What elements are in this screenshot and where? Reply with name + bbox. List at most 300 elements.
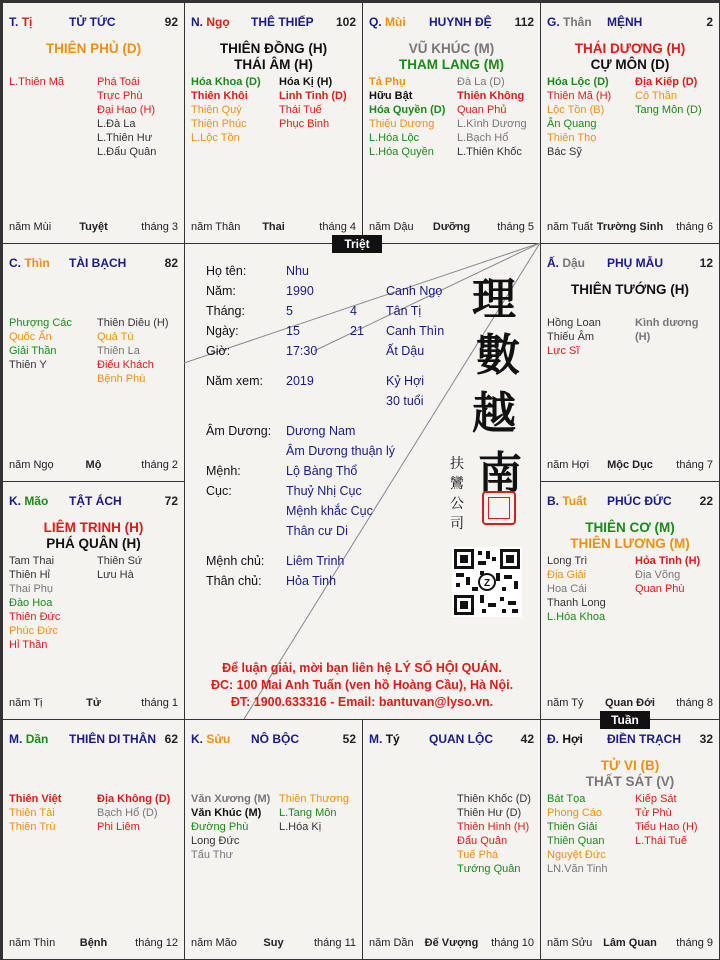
main-star: THÁI DƯƠNG (H) bbox=[574, 41, 686, 56]
minor-star: Thiên Thương bbox=[279, 793, 350, 805]
minor-star: Thái Tuế bbox=[279, 104, 322, 116]
label-nam: Năm: bbox=[206, 284, 236, 298]
minor-star: Kiếp Sát bbox=[635, 793, 677, 805]
label-cuc: Cục: bbox=[206, 484, 232, 498]
minor-stars-right bbox=[457, 792, 531, 876]
minor-stars-right bbox=[97, 554, 142, 582]
main-star: THIÊN ĐỒNG (H) bbox=[219, 41, 328, 56]
minor-star: Quốc Ấn bbox=[9, 331, 52, 343]
palace-footer bbox=[369, 937, 534, 951]
main-stars bbox=[541, 520, 719, 552]
trang-sinh: Bệnh bbox=[79, 937, 108, 949]
value-ngay-can: Canh Thìn bbox=[386, 324, 445, 338]
cell-dau bbox=[540, 243, 720, 482]
main-stars bbox=[541, 282, 719, 298]
label-than-chu: Thân chủ: bbox=[206, 574, 262, 588]
logo-char-2: 數 bbox=[476, 330, 520, 381]
palace-name: PHÚC ĐỨC bbox=[607, 494, 672, 508]
minor-star: Tang Môn (D) bbox=[635, 104, 702, 116]
minor-star: L.Hóa Quyền bbox=[369, 146, 434, 158]
value-nam: 1990 bbox=[286, 284, 314, 298]
palace-can: Đ. bbox=[547, 732, 559, 746]
contact-banner-line-2: ĐC: 100 Mai Anh Tuấn (ven hồ Hoàng Cầu), Hà Nội. bbox=[210, 678, 514, 692]
palace-chi: Thìn bbox=[24, 256, 50, 270]
minor-star: Tấu Thư bbox=[191, 849, 234, 861]
palace-can-chi bbox=[9, 15, 32, 29]
trang-sinh: Mộ bbox=[85, 459, 102, 471]
tieu-han-year: năm Mão bbox=[191, 937, 237, 949]
minor-star: Đại Hao (H) bbox=[97, 104, 156, 116]
nguyet-han: tháng 6 bbox=[676, 221, 713, 233]
minor-star: Hoa Cái bbox=[547, 583, 587, 595]
palace-header bbox=[9, 732, 178, 748]
cell-mao bbox=[2, 481, 185, 720]
palace-chi: Tý bbox=[385, 732, 400, 746]
main-star: THIÊN CƠ (M) bbox=[585, 520, 675, 535]
palace-can-chi bbox=[9, 732, 48, 746]
logo-char-4: 南 bbox=[478, 448, 522, 499]
contact-banner-line-3: ĐT: 1900.633316 - Email: bantuvan@lyso.vn. bbox=[230, 695, 494, 709]
main-star: THIÊN TƯỚNG (H) bbox=[571, 282, 689, 297]
minor-star: Thiên Khôi bbox=[191, 90, 248, 102]
minor-stars-left bbox=[547, 75, 611, 159]
minor-stars-left bbox=[547, 554, 606, 624]
minor-stars-left bbox=[547, 316, 601, 358]
minor-star: Phúc Đức bbox=[9, 625, 58, 637]
minor-star: Địa Giải bbox=[547, 569, 587, 581]
qr-code-icon[interactable] bbox=[452, 547, 522, 617]
palace-dai-han: 72 bbox=[164, 494, 178, 508]
main-star: PHÁ QUÂN (H) bbox=[46, 536, 141, 551]
palace-chi: Thân bbox=[563, 15, 592, 29]
minor-stars-left bbox=[547, 792, 608, 876]
svg-text:Z: Z bbox=[483, 578, 491, 589]
value-gio-can: Ất Dậu bbox=[386, 344, 425, 358]
value-cuc: Thuỷ Nhị Cục bbox=[286, 484, 362, 498]
palace-chi: Hợi bbox=[562, 732, 583, 746]
value-nam-xem: 2019 bbox=[286, 374, 314, 388]
logo-small-3: 公 bbox=[450, 496, 464, 512]
palace-footer bbox=[9, 937, 178, 951]
minor-star: Thiên Diêu (H) bbox=[97, 317, 169, 329]
palace-footer bbox=[9, 459, 178, 473]
minor-star: Hồng Loan bbox=[547, 317, 601, 329]
trang-sinh: Dưỡng bbox=[432, 221, 471, 233]
main-stars bbox=[3, 41, 184, 57]
logo-small-1: 扶 bbox=[450, 456, 464, 472]
minor-star: Nguyệt Đức bbox=[547, 849, 606, 861]
palace-chi: Mão bbox=[24, 494, 49, 508]
minor-star: Quan Phủ bbox=[457, 104, 507, 116]
value-menh: Lộ Bàng Thổ bbox=[286, 464, 358, 478]
minor-star: Thiên Trù bbox=[9, 821, 56, 833]
palace-can-chi bbox=[9, 494, 48, 508]
cell-than bbox=[540, 2, 720, 244]
tieu-han-year: năm Mùi bbox=[9, 221, 52, 233]
minor-star: L.Kình Dương bbox=[457, 118, 527, 130]
palace-header bbox=[369, 15, 534, 31]
minor-star: Kình dương (H) bbox=[635, 317, 699, 343]
palace-can: Ấ. bbox=[547, 256, 559, 270]
palace-footer bbox=[547, 937, 713, 951]
palace-dai-han: 22 bbox=[699, 494, 713, 508]
nguyet-han: tháng 5 bbox=[497, 221, 534, 233]
trang-sinh: Tuyệt bbox=[79, 221, 108, 233]
minor-star: Thiếu Dương bbox=[369, 118, 435, 130]
value-cuc-3: Thân cư Di bbox=[286, 524, 348, 538]
palace-chi: Dần bbox=[25, 732, 49, 746]
palace-header bbox=[9, 494, 178, 510]
value-thang: 5 bbox=[286, 304, 293, 318]
minor-stars-left bbox=[191, 792, 270, 862]
minor-star: Tam Thai bbox=[9, 555, 55, 567]
palace-header bbox=[547, 732, 713, 748]
minor-stars-left bbox=[369, 75, 445, 159]
palace-header bbox=[9, 15, 178, 31]
minor-star: L.Hóa Lộc bbox=[369, 132, 420, 144]
minor-star: Thiên Đức bbox=[9, 611, 61, 623]
palace-can: T. bbox=[9, 15, 19, 29]
minor-star: Văn Khúc (M) bbox=[191, 807, 262, 819]
minor-star: Quan Phù bbox=[635, 583, 685, 595]
palace-can-chi bbox=[9, 256, 50, 270]
cell-ngo bbox=[184, 2, 363, 244]
cell-thin bbox=[2, 243, 185, 482]
triet-tag: Triệt bbox=[332, 235, 382, 253]
palace-chi: Tuất bbox=[562, 494, 587, 508]
minor-star: Long Đức bbox=[191, 835, 240, 847]
trang-sinh: Tử bbox=[86, 697, 101, 709]
minor-star: Thiên Hư (D) bbox=[457, 807, 522, 819]
minor-star: Điếu Khách bbox=[97, 359, 154, 371]
value-ngay-am: 21 bbox=[350, 324, 364, 338]
palace-chi: Mùi bbox=[385, 15, 406, 29]
value-am-duong-2: Âm Dương thuận lý bbox=[286, 444, 395, 458]
cell-mui bbox=[362, 2, 541, 244]
logo-small-4: 司 bbox=[450, 516, 464, 532]
minor-star: Tướng Quân bbox=[457, 863, 521, 875]
cell-hoi bbox=[540, 719, 720, 960]
nguyet-han: tháng 4 bbox=[319, 221, 356, 233]
minor-star: Thiên Giải bbox=[547, 821, 598, 833]
main-star: THIÊN PHỦ (D) bbox=[45, 41, 142, 56]
logo-small-2: 鸞 bbox=[450, 476, 464, 492]
palace-name: TẬT ÁCH bbox=[69, 494, 122, 508]
ly-so-viet-nam-logo bbox=[442, 263, 532, 533]
minor-star: Địa Võng bbox=[635, 569, 681, 581]
minor-star: Thiên Khốc (D) bbox=[457, 793, 531, 805]
minor-star: Thiên Quan bbox=[547, 835, 605, 847]
minor-star: L.Thiên Mã bbox=[9, 76, 65, 88]
minor-star: Đẩu Quân bbox=[457, 835, 508, 847]
minor-star: Bác Sỹ bbox=[547, 146, 582, 158]
minor-star: Cô Thần bbox=[635, 90, 677, 102]
palace-footer bbox=[547, 459, 713, 473]
minor-star: L.Thiên Hư bbox=[97, 132, 153, 144]
minor-star: Hóa Kị (H) bbox=[279, 76, 333, 88]
palace-can-chi bbox=[547, 732, 583, 746]
minor-star: Văn Xương (M) bbox=[191, 793, 271, 805]
minor-star: L.Đà La bbox=[97, 118, 136, 130]
value-nam-can: Canh Ngọ bbox=[386, 284, 443, 298]
label-menh: Mệnh: bbox=[206, 464, 241, 478]
minor-stars-right bbox=[97, 75, 156, 159]
minor-star: Trực Phù bbox=[97, 90, 143, 102]
minor-star: Thiên Tài bbox=[9, 807, 55, 819]
palace-name: THIÊN DI bbox=[69, 732, 121, 746]
value-am-duong: Dương Nam bbox=[286, 424, 356, 438]
palace-dai-han: 52 bbox=[342, 732, 356, 746]
palace-can-chi bbox=[369, 732, 400, 746]
value-menh-chu: Liêm Trinh bbox=[286, 554, 345, 568]
center-info-panel bbox=[184, 243, 540, 719]
palace-dai-han: 12 bbox=[699, 256, 713, 270]
minor-star: Phi Liêm bbox=[97, 821, 140, 833]
minor-stars-right bbox=[279, 75, 347, 131]
minor-star: Thiên Thọ bbox=[547, 132, 597, 144]
palace-header bbox=[547, 15, 713, 31]
minor-star: Lực Sĩ bbox=[547, 345, 580, 357]
minor-star: Phục Binh bbox=[279, 118, 330, 130]
minor-star: Linh Tinh (D) bbox=[279, 90, 347, 102]
cell-tuat bbox=[540, 481, 720, 720]
minor-star: Thiếu Âm bbox=[547, 331, 595, 343]
palace-can-chi bbox=[191, 15, 230, 29]
palace-can: N. bbox=[191, 15, 203, 29]
value-thang-can: Tân Tị bbox=[386, 304, 422, 318]
minor-stars-right bbox=[635, 792, 698, 848]
palace-chi: Sửu bbox=[206, 732, 231, 746]
minor-star: L.Lộc Tồn bbox=[191, 132, 240, 144]
label-nam-xem: Năm xem: bbox=[206, 374, 263, 388]
cell-ti bbox=[2, 2, 185, 244]
nguyet-han: tháng 3 bbox=[141, 221, 178, 233]
palace-dai-han: 32 bbox=[699, 732, 713, 746]
minor-star: L.Bạch Hổ bbox=[457, 132, 509, 144]
palace-can: G. bbox=[547, 15, 560, 29]
minor-star: Thiên La bbox=[97, 345, 140, 357]
cell-ty bbox=[362, 719, 541, 960]
palace-can-chi bbox=[547, 494, 587, 508]
minor-star: Thiên Phúc bbox=[191, 118, 247, 130]
minor-stars-left bbox=[9, 554, 60, 652]
minor-star: L.Hóa Kị bbox=[279, 821, 322, 833]
label-gio: Giờ: bbox=[206, 344, 231, 358]
minor-stars-right bbox=[635, 554, 700, 596]
value-tuoi: 30 tuổi bbox=[386, 394, 424, 408]
main-star: THẤT SÁT (V) bbox=[585, 774, 675, 789]
red-seal-inner bbox=[488, 497, 510, 519]
value-than-chu: Hỏa Tinh bbox=[286, 574, 337, 588]
minor-star: Lưu Hà bbox=[97, 569, 134, 581]
main-star: CỰ MÔN (D) bbox=[590, 57, 670, 72]
nguyet-han: tháng 11 bbox=[313, 937, 356, 949]
nguyet-han: tháng 9 bbox=[676, 937, 713, 949]
minor-star: Địa Không (D) bbox=[97, 793, 171, 805]
main-star: THIÊN LƯƠNG (M) bbox=[570, 536, 690, 551]
palace-name: TỬ TỨC bbox=[69, 15, 116, 29]
minor-star: Tiểu Hao (H) bbox=[635, 821, 698, 833]
minor-star: Thai Phụ bbox=[9, 583, 54, 595]
main-star: LIÊM TRINH (H) bbox=[43, 520, 144, 535]
minor-star: Quả Tú bbox=[97, 331, 134, 343]
nguyet-han: tháng 2 bbox=[141, 459, 178, 471]
minor-star: LN.Văn Tinh bbox=[547, 863, 608, 875]
trang-sinh: Quan Đới bbox=[605, 697, 655, 709]
label-menh-chu: Mệnh chủ: bbox=[206, 554, 265, 568]
minor-star: Tuế Phá bbox=[457, 849, 499, 861]
nguyet-han: tháng 12 bbox=[135, 937, 178, 949]
palace-can: M. bbox=[369, 732, 383, 746]
tieu-han-year: năm Tý bbox=[547, 697, 584, 709]
minor-star: Ân Quang bbox=[547, 118, 597, 130]
trang-sinh: Mộc Dục bbox=[607, 459, 653, 471]
minor-star: Hỉ Thần bbox=[9, 639, 48, 651]
minor-star: Long Trì bbox=[547, 555, 588, 567]
minor-star: Hóa Khoa (D) bbox=[191, 76, 261, 88]
minor-stars-left bbox=[191, 75, 261, 145]
minor-stars-right bbox=[457, 75, 527, 159]
palace-footer bbox=[191, 221, 356, 235]
palace-header bbox=[191, 15, 356, 31]
main-stars bbox=[185, 41, 362, 73]
value-cuc-2: Mệnh khắc Cục bbox=[286, 504, 373, 518]
minor-star: Bạch Hổ (D) bbox=[97, 807, 158, 819]
minor-star: Hữu Bật bbox=[369, 90, 413, 102]
trang-sinh: Lâm Quan bbox=[603, 937, 657, 949]
palace-header bbox=[9, 256, 178, 272]
tieu-han-year: năm Sửu bbox=[547, 937, 593, 949]
minor-star: Hóa Quyền (D) bbox=[369, 104, 446, 116]
palace-name: ĐIỀN TRẠCH bbox=[607, 732, 681, 746]
palace-dai-han: 2 bbox=[706, 15, 713, 29]
contact-banner-line-1: Để luận giải, mời bạn liên hệ LÝ SỐ HỘI QUÁN. bbox=[222, 661, 502, 675]
palace-chi: Dậu bbox=[562, 256, 586, 270]
tieu-han-year: năm Dậu bbox=[369, 221, 414, 233]
label-am-duong: Âm Dương: bbox=[206, 424, 272, 438]
minor-star: Thiên Việt bbox=[9, 793, 62, 805]
minor-star: Thiên Quý bbox=[191, 104, 242, 116]
label-thang: Tháng: bbox=[206, 304, 245, 318]
palace-can: M. bbox=[9, 732, 23, 746]
value-ngay: 15 bbox=[286, 324, 300, 338]
tieu-han-year: năm Thân bbox=[191, 221, 241, 233]
palace-name: THÊ THIẾP bbox=[251, 15, 314, 29]
cell-suu bbox=[184, 719, 363, 960]
minor-stars-right bbox=[97, 316, 169, 386]
trang-sinh: Thai bbox=[262, 221, 285, 233]
minor-star: Thiên Sứ bbox=[97, 555, 143, 567]
palace-dai-han: 82 bbox=[164, 256, 178, 270]
palace-can-chi bbox=[547, 256, 585, 270]
main-star: VŨ KHÚC (M) bbox=[408, 41, 495, 56]
value-nam-xem-can: Kỷ Hợi bbox=[386, 374, 425, 388]
nguyet-han: tháng 1 bbox=[141, 697, 178, 709]
palace-chi: Tị bbox=[21, 15, 33, 29]
palace-can: K. bbox=[191, 732, 203, 746]
minor-star: Bát Tọa bbox=[547, 793, 586, 805]
palace-can-chi bbox=[369, 15, 406, 29]
main-stars bbox=[3, 520, 184, 552]
minor-stars-right bbox=[635, 75, 702, 117]
palace-dai-han: 62 bbox=[164, 732, 178, 746]
minor-star: L.Hóa Khoa bbox=[547, 611, 606, 623]
minor-star: Tả Phụ bbox=[369, 76, 406, 88]
cell-dan bbox=[2, 719, 185, 960]
label-ho-ten: Họ tên: bbox=[206, 264, 247, 278]
palace-footer bbox=[9, 221, 178, 235]
value-thang-am: 4 bbox=[350, 304, 357, 318]
palace-dai-han: 102 bbox=[335, 15, 356, 29]
palace-dai-han: 42 bbox=[520, 732, 534, 746]
minor-star: Thanh Long bbox=[547, 597, 606, 609]
tieu-han-year: năm Dần bbox=[369, 937, 414, 949]
minor-star: Hóa Lộc (D) bbox=[547, 76, 609, 88]
minor-star: L.Đẩu Quân bbox=[97, 146, 157, 158]
main-stars bbox=[541, 758, 719, 790]
palace-name: QUAN LỘC bbox=[429, 732, 493, 746]
main-stars bbox=[363, 41, 540, 73]
palace-can: C. bbox=[9, 256, 21, 270]
palace-footer bbox=[369, 221, 534, 235]
minor-star: L.Thiên Khốc bbox=[457, 146, 522, 158]
palace-footer bbox=[547, 697, 713, 711]
nguyet-han: tháng 8 bbox=[676, 697, 713, 709]
minor-star: Thiên Hỉ bbox=[9, 569, 50, 581]
main-star: THAM LANG (M) bbox=[399, 57, 504, 72]
tieu-han-year: năm Thìn bbox=[9, 937, 56, 949]
palace-header bbox=[547, 494, 713, 510]
minor-star: Giải Thần bbox=[9, 345, 57, 357]
palace-dai-han: 112 bbox=[514, 15, 534, 29]
palace-header bbox=[547, 256, 713, 272]
minor-star: Phượng Các bbox=[9, 317, 72, 329]
palace-can: Q. bbox=[369, 15, 382, 29]
minor-star: Thiên Mã (H) bbox=[547, 90, 612, 102]
minor-stars-right bbox=[279, 792, 349, 834]
palace-name: MỆNH bbox=[607, 15, 643, 29]
trang-sinh: Suy bbox=[263, 937, 284, 949]
minor-stars-right bbox=[635, 316, 713, 344]
palace-header bbox=[191, 732, 356, 748]
nguyet-han: tháng 10 bbox=[491, 937, 534, 949]
palace-footer bbox=[9, 697, 178, 711]
palace-can: K. bbox=[9, 494, 21, 508]
main-star: TỬ VI (B) bbox=[600, 758, 660, 773]
main-star: THÁI ÂM (H) bbox=[234, 57, 313, 72]
tieu-han-year: năm Ngọ bbox=[9, 459, 54, 471]
palace-footer bbox=[191, 937, 356, 951]
palace-name: HUYNH ĐỆ bbox=[429, 15, 492, 29]
minor-star: L.Thái Tuế bbox=[635, 835, 687, 847]
minor-star: Đường Phù bbox=[191, 821, 249, 833]
palace-header bbox=[369, 732, 534, 748]
logo-char-1: 理 bbox=[472, 274, 516, 325]
minor-star: Đà La (D) bbox=[457, 76, 505, 88]
minor-star: Thiên Hình (H) bbox=[457, 821, 530, 833]
tieu-han-year: năm Hợi bbox=[547, 459, 590, 471]
tieu-han-year: năm Tuất bbox=[547, 221, 593, 233]
minor-star: Lộc Tồn (B) bbox=[547, 104, 605, 116]
minor-star: Phong Cáo bbox=[547, 807, 603, 819]
label-ngay: Ngày: bbox=[206, 324, 239, 338]
main-stars bbox=[541, 41, 719, 73]
minor-star: Thiên Y bbox=[9, 359, 47, 371]
palace-can: B. bbox=[547, 494, 559, 508]
palace-dai-han: 92 bbox=[164, 15, 178, 29]
palace-name: NÔ BỘC bbox=[251, 732, 299, 746]
logo-char-3: 越 bbox=[472, 388, 516, 439]
